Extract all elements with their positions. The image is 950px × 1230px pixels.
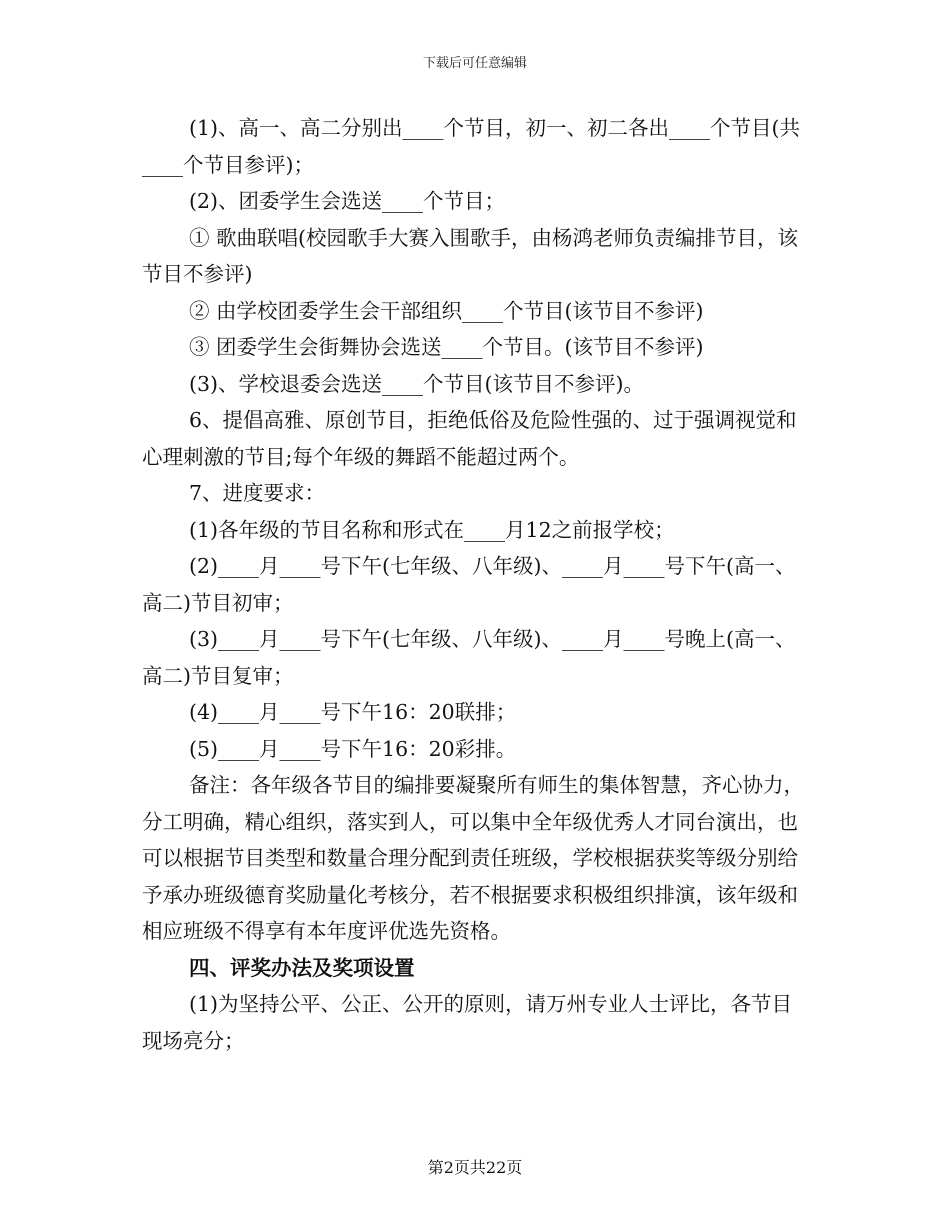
page-header: 下载后可任意编辑 bbox=[422, 56, 527, 71]
paragraph-3: ① 歌曲联唱(校园歌手大赛入围歌手，由杨鸿老师负责编排节目，该节目不参评) bbox=[142, 225, 799, 286]
paragraph-2: (2)、团委学生会选送____个节目； bbox=[189, 189, 506, 213]
document-body bbox=[142, 110, 812, 1059]
paragraph-5: ③ 团委学生会街舞协会选送____个节目。(该节目不参评) bbox=[189, 335, 704, 359]
paragraph-10: (2)____月____号下午(七年级、八年级)、____月____号下午(高一、高二)节目初审； bbox=[142, 554, 796, 615]
section-heading: 四、评奖办法及奖项设置 bbox=[189, 955, 415, 980]
paragraph-1: (1)、高一、高二分别出____个节目，初一、初二各出____个节目(共____个节目参评)； bbox=[142, 116, 801, 177]
paragraph-13: (5)____月____号下午16：20彩排。 bbox=[189, 736, 517, 761]
paragraph-7: 6、提倡高雅、原创节目，拒绝低俗及危险性强的、过于强调视觉和心理刺激的节目;每个年级的舞蹈不能超过两个。 bbox=[142, 408, 797, 469]
page-footer: 第2页共22页 bbox=[427, 1158, 523, 1177]
paragraph-12: (4)____月____号下午16：20联排； bbox=[189, 700, 517, 724]
paragraph-9: (1)各年级的节目名称和形式在____月12之前报学校； bbox=[189, 517, 675, 542]
paragraph-16: (1)为坚持公平、公正、公开的原则，请万州专业人士评比，各节目现场亮分； bbox=[142, 992, 793, 1053]
paragraph-6: (3)、学校退委会选送____个节目(该节目不参评)。 bbox=[189, 371, 645, 396]
paragraph-11: (3)____月____号下午(七年级、八年级)、____月____号晚上(高一、高二)节目复审； bbox=[142, 627, 796, 688]
remark-paragraph: 备注：各年级各节目的编排要凝聚所有师生的集体智慧，齐心协力，分工明确，精心组织，落实到人，可以集中全年级优秀人才同台演出，也可以根据节目类型和数量合理分配到责任班级，学校根据获奖等级分别给予承办班级德育奖励量化考核分，若不根据要求积极组织排演，该年级和相应班级不得享有本年度评优选先资格。 bbox=[142, 773, 804, 943]
paragraph-4: ② 由学校团委学生会干部组织____个节目(该节目不参评) bbox=[189, 298, 704, 323]
paragraph-8: 7、进度要求： bbox=[189, 481, 326, 505]
